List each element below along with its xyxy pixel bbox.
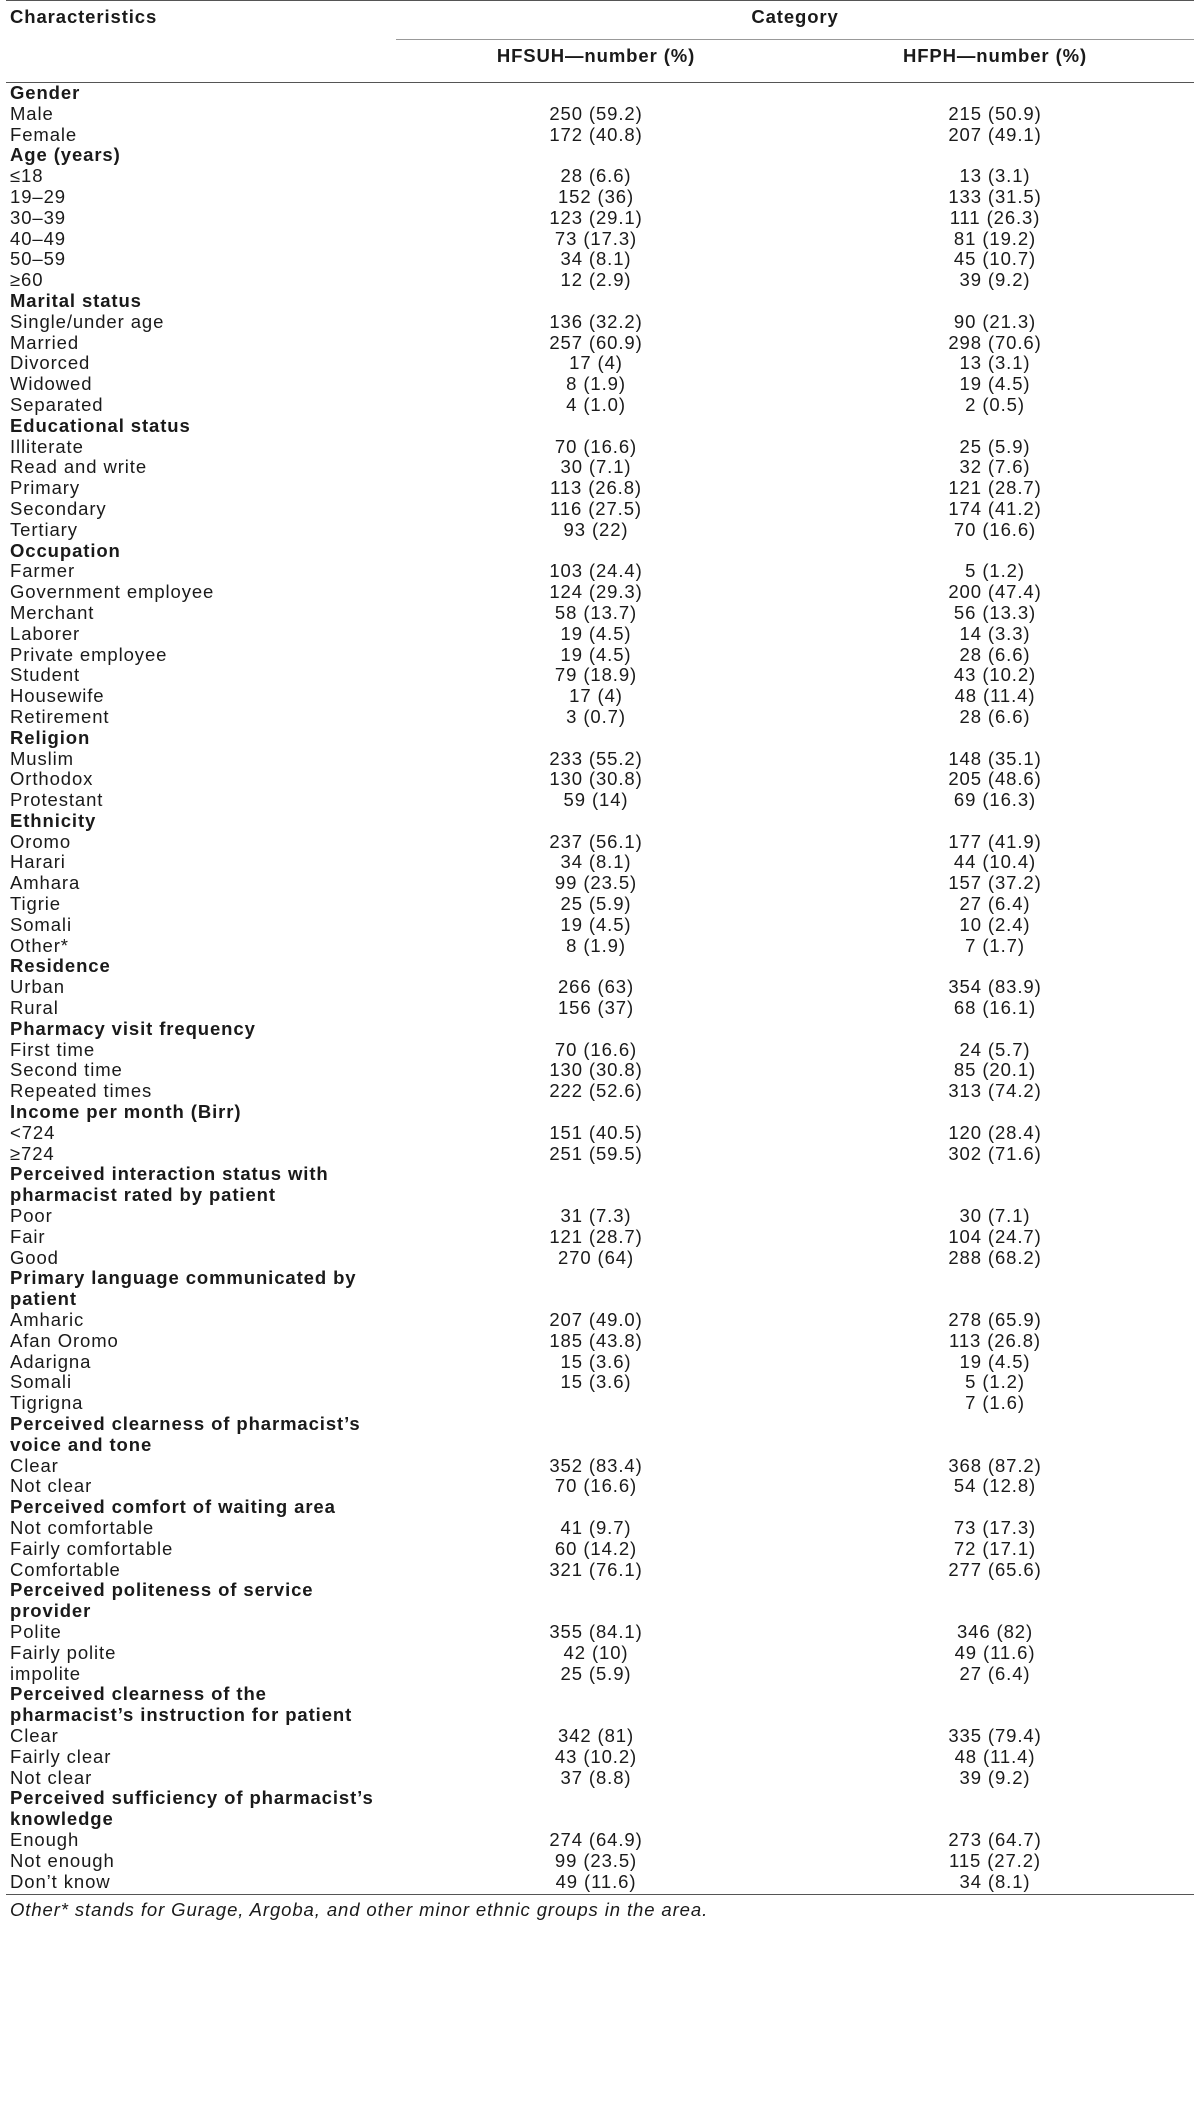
section-title: Primary language communicated by patient (10, 1267, 357, 1310)
cell-hfph: 148 (35.1) (948, 747, 1042, 769)
cell-hfsuh: 99 (23.5) (554, 872, 638, 894)
table-row (6, 229, 1194, 250)
table-row (6, 520, 1194, 541)
cell-hfsuh: 103 (24.4) (549, 560, 643, 582)
row-label: Not comfortable (10, 1516, 155, 1538)
cell-hfsuh: 222 (52.6) (549, 1080, 643, 1102)
row-label: Fairly polite (10, 1641, 117, 1663)
row-label: Orthodox (10, 768, 94, 790)
cell-hfph: 73 (17.3) (953, 1516, 1037, 1538)
cell-hfph: 7 (1.7) (965, 934, 1025, 956)
section-header-row (6, 83, 1194, 104)
cell-hfsuh: 25 (5.9) (560, 1662, 632, 1684)
row-label: Amhara (10, 872, 81, 894)
section-title: Perceived clearness of the pharmacist’s instruction for patient (10, 1683, 353, 1726)
row-label: Polite (10, 1620, 62, 1642)
table-row (6, 374, 1194, 395)
cell-hfsuh: 59 (14) (563, 789, 629, 811)
cell-hfsuh: 70 (16.6) (554, 435, 638, 457)
table-row (6, 1768, 1194, 1789)
table-row (6, 125, 1194, 146)
cell-hfph: 278 (65.9) (948, 1309, 1042, 1331)
cell-hfph: 25 (5.9) (959, 435, 1031, 457)
table-row (6, 166, 1194, 187)
section-header-row (6, 1164, 1194, 1206)
cell-hfph: 115 (27.2) (949, 1849, 1041, 1871)
cell-hfsuh (396, 1393, 796, 1414)
row-label: ≤18 (10, 165, 44, 187)
row-label: Secondary (10, 497, 107, 519)
cell-hfsuh: 15 (3.6) (560, 1350, 632, 1372)
row-label: Student (10, 664, 81, 686)
cell-hfph: 13 (3.1) (959, 352, 1031, 374)
section-header-row (6, 541, 1194, 562)
table-row (6, 790, 1194, 811)
cell-hfph: 70 (16.6) (953, 518, 1037, 540)
header-category: Category (396, 1, 1194, 40)
cell-hfsuh: 37 (8.8) (560, 1766, 632, 1788)
row-label: Clear (10, 1724, 59, 1746)
section-header-row (6, 811, 1194, 832)
section-header-row (6, 416, 1194, 437)
row-label: Repeated times (10, 1080, 153, 1102)
cell-hfsuh: 19 (4.5) (560, 622, 632, 644)
cell-hfph: 13 (3.1) (959, 165, 1031, 187)
cell-hfsuh: 355 (84.1) (549, 1620, 643, 1642)
header-hfsuh: HFSUH—number (%) (396, 40, 796, 83)
cell-hfsuh: 31 (7.3) (560, 1205, 632, 1227)
row-label: Comfortable (10, 1558, 121, 1580)
row-label: Other* (10, 934, 69, 956)
cell-hfph: 45 (10.7) (953, 248, 1037, 270)
table-row (6, 645, 1194, 666)
table-row (6, 1476, 1194, 1497)
cell-hfph: 298 (70.6) (948, 331, 1042, 353)
cell-hfph: 39 (9.2) (959, 269, 1031, 291)
cell-hfsuh: 274 (64.9) (549, 1828, 643, 1850)
cell-hfph: 30 (7.1) (959, 1205, 1031, 1227)
row-label: impolite (10, 1662, 81, 1684)
cell-hfsuh: 30 (7.1) (560, 456, 632, 478)
cell-hfph: 205 (48.6) (948, 768, 1042, 790)
table-row (6, 1518, 1194, 1539)
row-label: Tigrie (10, 893, 61, 915)
cell-hfsuh: 19 (4.5) (560, 643, 632, 665)
cell-hfsuh: 156 (37) (557, 997, 635, 1019)
cell-hfsuh: 116 (27.5) (550, 497, 642, 519)
cell-hfsuh: 136 (32.2) (549, 310, 643, 332)
cell-hfsuh: 12 (2.9) (560, 269, 632, 291)
row-label: Protestant (10, 789, 104, 811)
row-label: Oromo (10, 830, 72, 852)
cell-hfph: 346 (82) (956, 1620, 1034, 1642)
cell-hfph: 28 (6.6) (959, 705, 1031, 727)
section-title: Perceived sufficiency of pharmacist’s knowledge (10, 1787, 374, 1830)
row-label: ≥60 (10, 269, 44, 291)
cell-hfsuh: 130 (30.8) (549, 768, 643, 790)
cell-hfph: 335 (79.4) (948, 1724, 1042, 1746)
table-row (6, 1248, 1194, 1269)
table-row (6, 624, 1194, 645)
cell-hfph: 111 (26.3) (949, 206, 1041, 228)
table-row (6, 998, 1194, 1019)
section-title: Income per month (Birr) (10, 1101, 242, 1123)
cell-hfsuh: 70 (16.6) (554, 1475, 638, 1497)
cell-hfph: 56 (13.3) (953, 601, 1037, 623)
header-spacer (6, 40, 396, 83)
section-title: Occupation (10, 539, 121, 561)
section-title: Perceived clearness of pharmacist’s voice and tone (10, 1413, 361, 1455)
table-row (6, 312, 1194, 333)
row-label: Married (10, 331, 80, 353)
section-title: Residence (10, 955, 111, 977)
cell-hfph: 10 (2.4) (959, 913, 1031, 935)
cell-hfsuh: 123 (29.1) (549, 206, 643, 228)
row-label: Adarigna (10, 1350, 92, 1372)
cell-hfsuh: 237 (56.1) (549, 830, 643, 852)
cell-hfsuh: 19 (4.5) (560, 913, 632, 935)
cell-hfph: 120 (28.4) (948, 1121, 1042, 1143)
row-label: Male (10, 102, 54, 124)
table-row (6, 707, 1194, 728)
row-label: Read and write (10, 456, 148, 478)
cell-hfph: 5 (1.2) (965, 1371, 1025, 1393)
cell-hfsuh: 266 (63) (557, 976, 635, 998)
cell-hfph: 32 (7.6) (959, 456, 1031, 478)
table-row (6, 208, 1194, 229)
cell-hfph: 72 (17.1) (953, 1537, 1037, 1559)
table-row (6, 1123, 1194, 1144)
table-row (6, 832, 1194, 853)
cell-hfsuh: 34 (8.1) (560, 248, 632, 270)
table-row (6, 249, 1194, 270)
table-row (6, 1060, 1194, 1081)
cell-hfsuh: 70 (16.6) (554, 1038, 638, 1060)
cell-hfph: 273 (64.7) (948, 1828, 1042, 1850)
cell-hfsuh: 42 (10) (563, 1641, 629, 1663)
row-label: Urban (10, 976, 65, 998)
row-label: Amharic (10, 1309, 85, 1331)
cell-hfph: 28 (6.6) (959, 643, 1031, 665)
row-label: Primary (10, 477, 81, 499)
table-row (6, 977, 1194, 998)
table-row (6, 1560, 1194, 1581)
section-title: Educational status (10, 414, 191, 436)
row-label: Merchant (10, 601, 95, 623)
header-characteristics: Characteristics (6, 1, 396, 40)
section-header-row (6, 1414, 1194, 1456)
cell-hfph: 368 (87.2) (948, 1454, 1042, 1476)
section-header-row (6, 1788, 1194, 1830)
section-title: Age (years) (10, 144, 121, 166)
section-title: Perceived politeness of service provider (10, 1579, 314, 1622)
table-row (6, 915, 1194, 936)
cell-hfph: 277 (65.6) (948, 1558, 1042, 1580)
row-label: Somali (10, 1371, 72, 1393)
cell-hfsuh: 257 (60.9) (549, 331, 643, 353)
table-row (6, 769, 1194, 790)
table-row (6, 353, 1194, 374)
table-row (6, 1144, 1194, 1165)
row-label: Muslim (10, 747, 74, 769)
row-label: Government employee (10, 581, 215, 603)
table-row (6, 582, 1194, 603)
cell-hfsuh: 151 (40.5) (549, 1121, 643, 1143)
row-label: Afan Oromo (10, 1329, 119, 1351)
cell-hfsuh: 207 (49.0) (549, 1309, 643, 1331)
table-row (6, 894, 1194, 915)
cell-hfph: 113 (26.8) (949, 1329, 1041, 1351)
table-row (6, 1310, 1194, 1331)
cell-hfsuh: 250 (59.2) (549, 102, 643, 124)
cell-hfsuh: 93 (22) (563, 518, 629, 540)
cell-hfph: 54 (12.8) (953, 1475, 1037, 1497)
cell-hfsuh: 124 (29.3) (549, 581, 643, 603)
cell-hfsuh: 15 (3.6) (560, 1371, 632, 1393)
table-row (6, 1622, 1194, 1643)
cell-hfsuh: 352 (83.4) (549, 1454, 643, 1476)
cell-hfsuh: 73 (17.3) (554, 227, 638, 249)
row-label: <724 (10, 1121, 56, 1143)
section-title: Gender (10, 82, 81, 103)
table-row (6, 686, 1194, 707)
cell-hfph: 48 (11.4) (954, 685, 1036, 707)
cell-hfph: 5 (1.2) (965, 560, 1025, 582)
row-label: Fair (10, 1225, 46, 1247)
section-header-row (6, 1268, 1194, 1310)
table-row (6, 499, 1194, 520)
table-body (6, 83, 1194, 1895)
row-label: Single/under age (10, 310, 165, 332)
cell-hfph: 354 (83.9) (948, 976, 1042, 998)
cell-hfsuh: 233 (55.2) (549, 747, 643, 769)
cell-hfsuh: 25 (5.9) (560, 893, 632, 915)
table-row (6, 1872, 1194, 1895)
row-label: Second time (10, 1059, 123, 1081)
table-row (6, 437, 1194, 458)
row-label: Tertiary (10, 518, 78, 540)
cell-hfsuh: 342 (81) (557, 1724, 635, 1746)
cell-hfph: 49 (11.6) (954, 1641, 1036, 1663)
cell-hfsuh: 41 (9.7) (560, 1516, 632, 1538)
table-row (6, 1851, 1194, 1872)
row-label: Harari (10, 851, 66, 873)
row-label: Female (10, 123, 78, 145)
cell-hfph: 157 (37.2) (948, 872, 1042, 894)
cell-hfph: 19 (4.5) (959, 1350, 1031, 1372)
table-row (6, 104, 1194, 125)
row-label: Clear (10, 1454, 59, 1476)
cell-hfsuh: 113 (26.8) (550, 477, 642, 499)
section-title: Ethnicity (10, 809, 97, 831)
row-label: Separated (10, 393, 104, 415)
cell-hfph: 104 (24.7) (948, 1225, 1042, 1247)
section-header-row (6, 1019, 1194, 1040)
section-header-row (6, 1102, 1194, 1123)
cell-hfph: 43 (10.2) (953, 664, 1037, 686)
table-row (6, 270, 1194, 291)
table-row (6, 1539, 1194, 1560)
table-row (6, 936, 1194, 957)
section-header-row (6, 291, 1194, 312)
cell-hfph: 27 (6.4) (959, 893, 1031, 915)
row-label: Not clear (10, 1766, 93, 1788)
table-row (6, 1331, 1194, 1352)
cell-hfsuh: 49 (11.6) (396, 1872, 796, 1895)
cell-hfph: 19 (4.5) (959, 373, 1031, 395)
section-title: Perceived interaction status with pharmacist rated by patient (10, 1163, 329, 1206)
cell-hfph: 81 (19.2) (953, 227, 1037, 249)
cell-hfsuh: 79 (18.9) (554, 664, 638, 686)
table-row (6, 1726, 1194, 1747)
header-hfph: HFPH—number (%) (796, 40, 1194, 83)
row-label: 30–39 (10, 206, 66, 228)
row-label: 40–49 (10, 227, 66, 249)
cell-hfsuh: 185 (43.8) (549, 1329, 643, 1351)
cell-hfsuh: 28 (6.6) (560, 165, 632, 187)
cell-hfph: 39 (9.2) (959, 1766, 1031, 1788)
row-label: Rural (10, 997, 59, 1019)
row-label: Laborer (10, 622, 81, 644)
row-label: 50–59 (10, 248, 66, 270)
cell-hfph: 2 (0.5) (965, 393, 1025, 415)
cell-hfph: 207 (49.1) (948, 123, 1042, 145)
table-row (6, 1830, 1194, 1851)
cell-hfsuh: 130 (30.8) (549, 1059, 643, 1081)
section-title: Marital status (10, 289, 142, 311)
table-row (6, 1206, 1194, 1227)
table-row (6, 478, 1194, 499)
table-row (6, 1747, 1194, 1768)
cell-hfph: 7 (1.6) (965, 1392, 1025, 1414)
table-row (6, 1456, 1194, 1477)
cell-hfsuh: 8 (1.9) (566, 934, 626, 956)
table-row (6, 333, 1194, 354)
table-row (6, 1664, 1194, 1685)
row-label: Fairly clear (10, 1745, 112, 1767)
cell-hfsuh: 270 (64) (557, 1246, 635, 1268)
cell-hfph: 24 (5.7) (959, 1038, 1031, 1060)
cell-hfsuh: 251 (59.5) (549, 1142, 643, 1164)
row-label: Widowed (10, 373, 93, 395)
row-label: Private employee (10, 643, 168, 665)
row-label: Fairly comfortable (10, 1537, 174, 1559)
cell-hfsuh: 58 (13.7) (554, 601, 638, 623)
section-header-row (6, 1580, 1194, 1622)
cell-hfph: 68 (16.1) (953, 997, 1037, 1019)
section-title: Religion (10, 726, 91, 748)
row-label: First time (10, 1038, 96, 1060)
footnote: Other* stands for Gurage, Argoba, and other minor ethnic groups in the area. (10, 1899, 709, 1921)
row-label: Good (10, 1246, 59, 1268)
table-row (6, 603, 1194, 624)
cell-hfsuh: 17 (4) (569, 685, 623, 707)
row-label: 19–29 (10, 185, 66, 207)
cell-hfph: 288 (68.2) (948, 1246, 1042, 1268)
table-row (6, 457, 1194, 478)
row-label: Retirement (10, 705, 110, 727)
cell-hfph: 69 (16.3) (953, 789, 1037, 811)
row-label: Divorced (10, 352, 91, 374)
cell-hfph: 302 (71.6) (948, 1142, 1042, 1164)
row-label: Enough (10, 1828, 80, 1850)
table-row (6, 561, 1194, 582)
cell-hfph: 174 (41.2) (948, 497, 1042, 519)
row-label: Farmer (10, 560, 76, 582)
cell-hfph: 48 (11.4) (954, 1745, 1036, 1767)
table-row (6, 1643, 1194, 1664)
section-title: Pharmacy visit frequency (10, 1017, 256, 1039)
section-header-row (6, 1684, 1194, 1726)
row-label: Don’t know (6, 1872, 396, 1895)
table-row (6, 1352, 1194, 1373)
cell-hfsuh: 172 (40.8) (549, 123, 643, 145)
cell-hfph: 34 (8.1) (796, 1872, 1194, 1895)
table-row (6, 1040, 1194, 1061)
table-row (6, 665, 1194, 686)
row-label: Illiterate (10, 435, 84, 457)
cell-hfph: 215 (50.9) (948, 102, 1042, 124)
row-label: ≥724 (10, 1142, 55, 1164)
cell-hfsuh: 8 (1.9) (566, 373, 626, 395)
section-header-row (6, 145, 1194, 166)
table-row (6, 852, 1194, 873)
cell-hfph: 177 (41.9) (948, 830, 1042, 852)
cell-hfsuh: 43 (10.2) (554, 1745, 638, 1767)
table-row (6, 1227, 1194, 1248)
cell-hfsuh: 34 (8.1) (560, 851, 632, 873)
row-label: Tigrigna (10, 1392, 84, 1414)
section-header-row (6, 956, 1194, 977)
cell-hfph: 121 (28.7) (948, 477, 1042, 499)
cell-hfsuh: 4 (1.0) (566, 393, 626, 415)
cell-hfsuh: 121 (28.7) (549, 1225, 643, 1247)
row-label: Housewife (10, 685, 105, 707)
table-row (6, 749, 1194, 770)
table-row (6, 395, 1194, 416)
row-label: Not clear (10, 1475, 93, 1497)
cell-hfsuh: 321 (76.1) (549, 1558, 643, 1580)
cell-hfsuh: 60 (14.2) (554, 1537, 638, 1559)
cell-hfph: 133 (31.5) (948, 185, 1042, 207)
cell-hfsuh: 3 (0.7) (566, 705, 626, 727)
table-row (6, 1393, 1194, 1414)
cell-hfph: 200 (47.4) (948, 581, 1042, 603)
cell-hfph: 313 (74.2) (948, 1080, 1042, 1102)
table-row (6, 187, 1194, 208)
row-label: Poor (10, 1205, 53, 1227)
section-title: Perceived comfort of waiting area (10, 1496, 336, 1518)
cell-hfph: 85 (20.1) (953, 1059, 1037, 1081)
cell-hfsuh: 17 (4) (569, 352, 623, 374)
cell-hfph: 90 (21.3) (953, 310, 1037, 332)
cell-hfph: 44 (10.4) (953, 851, 1037, 873)
table-row (6, 873, 1194, 894)
cell-hfsuh: 99 (23.5) (554, 1849, 638, 1871)
cell-hfsuh: 152 (36) (557, 185, 635, 207)
row-label: Not enough (10, 1849, 115, 1871)
section-header-row (6, 728, 1194, 749)
cell-hfph: 14 (3.3) (959, 622, 1031, 644)
characteristics-table (6, 0, 1194, 1895)
cell-hfph: 27 (6.4) (959, 1662, 1031, 1684)
table-row (6, 1372, 1194, 1393)
table-row (6, 1081, 1194, 1102)
row-label: Somali (10, 913, 72, 935)
section-header-row (6, 1497, 1194, 1518)
